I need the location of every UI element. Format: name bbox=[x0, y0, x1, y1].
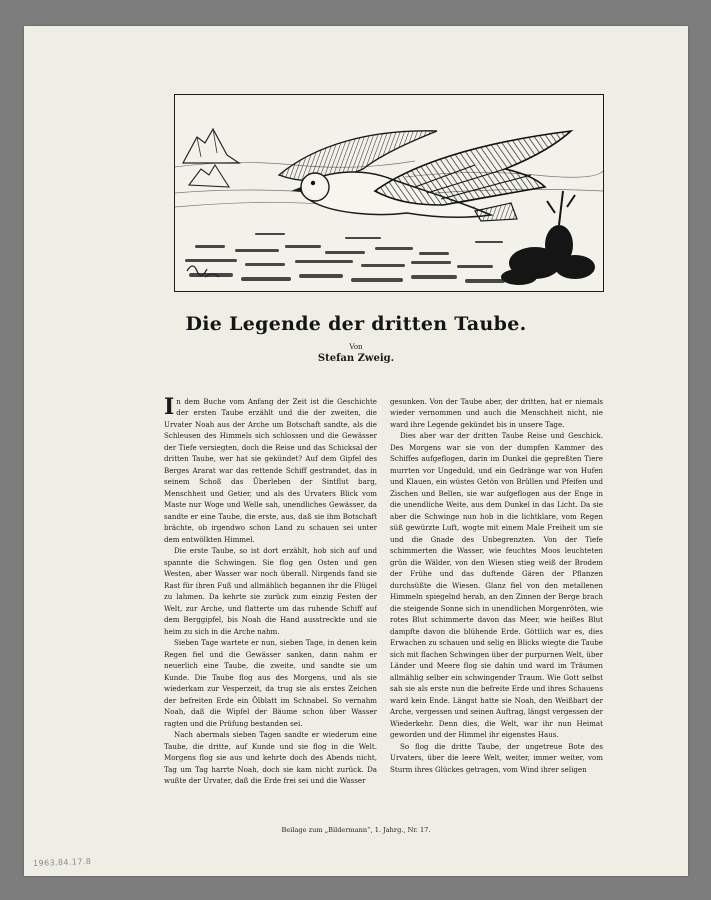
dove-illustration bbox=[174, 94, 604, 292]
page-footer: Beilage zum „Bildermann“, 1. Jahrg., Nr. 17. bbox=[281, 826, 431, 834]
drop-cap: I bbox=[164, 396, 175, 420]
paragraph: Nach abermals sieben Tagen sandte er wiederum eine Taube, die dritte, auf Kunde und sie flog in die Welt. Morgens flog sie aus und kehrte doch des Abends nicht, Tag um Tag harrte Noah, doch sie kam nicht zurück. Da wußte der Urvater, daß die Erde frei sei und die Wasser bbox=[164, 730, 377, 785]
paper-sheet bbox=[24, 26, 688, 876]
paragraph: Dies aber war der dritten Taube Reise und Geschick. Des Morgens war sie von der dumpfen Kammer des Schiffes aufgeflogen, darin im Dunkel die gepreßten Tiere murrten vor Ungeduld, und ein Gedränge war von Hufen und Klauen, ein wüstes Getön von Brüllen und Pfeifen und Zischen und Bellen, sie war aufgeflogen aus der Enge in die unendliche Weite, aus dem Dunkel in das Licht. Da sie aber die Schwinge nun hob in die lichtklare, vom Regen süß gewürzte Luft, wogte mit einem Male Freiheit um sie und die Gnade des Unbegrenzten. Von der Tiefe schimmerten die Wasser, wie feuchtes Moos leuchteten grün die Wälder, von den Wiesen stieg weiß der Brodem der Frühe und das duftende Gären der Pflanzen durchsüßte die Wiesen. Glanz fiel von den metallenen Himmeln spiegelnd herab, an den Zinnen der Berge brach die steigende Sonne sich in unendlichen Morgenröten, wie rotes Blut schimmerte davon das Meer, wie heißes Blut dampfte davon die blühende Erde. Göttlich war es, dies Erwachen zu schauen und selig en Blicks wiegte die Taube sich mit flachen Schwingen über der purpurnen Welt, über Länder und Meere flog sie dahin und ward im Träumen allmählig selber ein schwingender Traum. Wie Gott selbst sah sie als erste nun die befreite Erde und ihres Schauens ward kein Ende. Längst hatte sie Noah, den Weißbart der Arche, vergessen und seinen Auftrag, längst vergessen der Wiederkehr. Denn dies, die Welt, war ihr nun Heimat geworden und der Himmel ihr eigenstes Haus. bbox=[390, 431, 603, 740]
article-body bbox=[164, 396, 603, 808]
byline-author: Stefan Zweig. bbox=[317, 353, 395, 364]
paragraph: Sieben Tage wartete er nun, sieben Tage, in denen kein Regen fiel und die Gewässer sanken, dann nahm er neuerlich eine Taube, die zweite, und sandte sie um Kunde. Die Taube flog aus des Morgens, und als sie wiederkam zur Vesperzeit, da trug sie als erstes Zeichen der befreiten Erde ein Ölblatt im Schnabel. So vernahm Noah, daß die Wipfel der Bäume schon über Wasser ragten und die Prüfung bestanden sei. bbox=[164, 638, 377, 728]
text-column-left bbox=[164, 396, 377, 808]
paragraph: Die erste Taube, so ist dort erzählt, hob sich auf und spannte die Schwingen. Sie flog gen Osten und gen Westen, aber Wasser war noch überall. Nirgends fand sie Rast für ihren Fuß und allmählich begannen ihr die Flügel zu lahmen. Da kehrte sie zurück zum einzig Festen der Welt, zur Arche, und flatterte um das ruhende Schiff auf dem Berggipfel, bis Noah die Hand ausstreckte und sie heim zu sich in die Arche nahm. bbox=[164, 546, 377, 636]
dove-drawing bbox=[175, 95, 603, 291]
pencil-annotation: 1963.84.17.8 bbox=[32, 856, 92, 869]
text-column-right bbox=[390, 396, 603, 808]
paragraph: In dem Buche vom Anfang der Zeit ist die Geschichte der ersten Taube erzählt und die der zweiten, die Urvater Noah aus der Arche um Botschaft sandte, als die Schleusen des Himmels sich schlossen und die Gewässer der Tiefe versiegten, doch die Reise und das Schicksal der dritten Taube, wer hat sie gekündet? Auf dem Gipfel des Berges Ararat war das rettende Schiff gestrandet, das in seinem Schoß das Überleben der Sintflut barg, Menschheit und Getier, und als des Urvaters Blick vom Maste nur Woge und Welle sah, unendliches Gewässer, da sandte er eine Taube, die erste, aus, daß sie ihm Botschaft brächte, ob irgendwo schon Land zu schauen sei unter dem entwölkten Himmel. bbox=[164, 396, 377, 544]
article-title: Die Legende der dritten Taube. bbox=[185, 313, 527, 335]
paragraph: So flog die dritte Taube, der ungetreue Bote des Urvaters, über die leere Welt, weiter, immer weiter, vom Sturm ihres Glückes getragen, vom Wind ihrer seligen bbox=[390, 741, 603, 774]
byline-prefix: Von bbox=[349, 343, 363, 351]
paragraph: gesunken. Von der Taube aber, der dritten, hat er niemals wieder vernommen und auch die Menschheit nicht, nie ward ihre Legende gekündet bis in unsere Tage. bbox=[390, 397, 603, 429]
